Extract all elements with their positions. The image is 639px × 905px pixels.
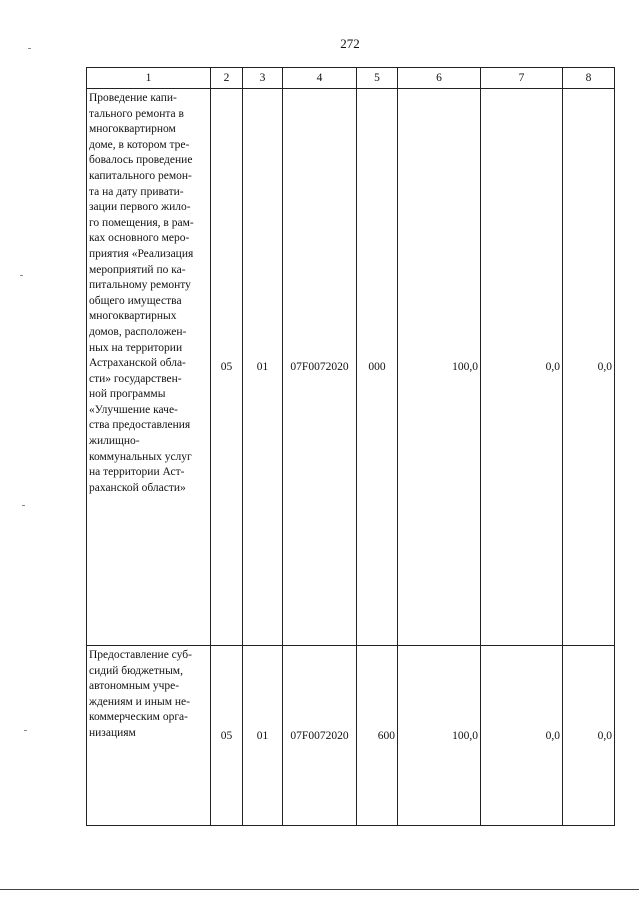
amount-year-3: 0,0	[563, 646, 615, 826]
row-description: Предоставление суб- сидий бюджетным, автономным учре- ждениям и иным не- коммерческим орга- низациям	[87, 646, 211, 826]
expense-type-code: 000	[357, 89, 398, 646]
scan-mark	[22, 505, 25, 506]
expense-type-code: 600	[357, 646, 398, 826]
subsection-code: 01	[243, 646, 283, 826]
amount-year-2: 0,0	[481, 646, 563, 826]
section-code: 05	[211, 646, 243, 826]
header-cell: 5	[357, 68, 398, 89]
amount-year-1: 100,0	[398, 89, 481, 646]
header-cell: 2	[211, 68, 243, 89]
header-cell: 7	[481, 68, 563, 89]
row-description: Проведение капи- тального ремонта в многоквартирном доме, в котором тре- бовалось проведение капитального ремон- та на дату привати- зации первого жило- го помещения, в рам- ках основного меро- приятия «Реализация мероприятий по ка- питальному ремонту общего имущества многоквартирных домов, расположен- ных на территории Астраханской обла- сти» государствен- ной программы «Улучшение каче- ства предоставления жилищно- коммунальных услуг на территории Аст- раханской области»	[87, 89, 211, 646]
page-number: 272	[340, 36, 360, 51]
budget-table	[86, 67, 615, 826]
header-cell: 4	[283, 68, 357, 89]
section-code: 05	[211, 89, 243, 646]
header-cell: 8	[563, 68, 615, 89]
subsection-code: 01	[243, 89, 283, 646]
amount-year-1: 100,0	[398, 646, 481, 826]
header-cell: 1	[87, 68, 211, 89]
amount-year-3: 0,0	[563, 89, 615, 646]
amount-year-2: 0,0	[481, 89, 563, 646]
scan-mark	[28, 48, 31, 49]
table-row	[87, 646, 615, 826]
target-article-code: 07F0072020	[283, 646, 357, 826]
header-row	[87, 68, 615, 89]
target-article-code: 07F0072020	[283, 89, 357, 646]
page-bottom-rule	[0, 889, 639, 890]
header-cell: 3	[243, 68, 283, 89]
header-cell: 6	[398, 68, 481, 89]
scan-mark	[24, 730, 27, 731]
table-row	[87, 89, 615, 646]
scan-mark	[20, 275, 23, 276]
